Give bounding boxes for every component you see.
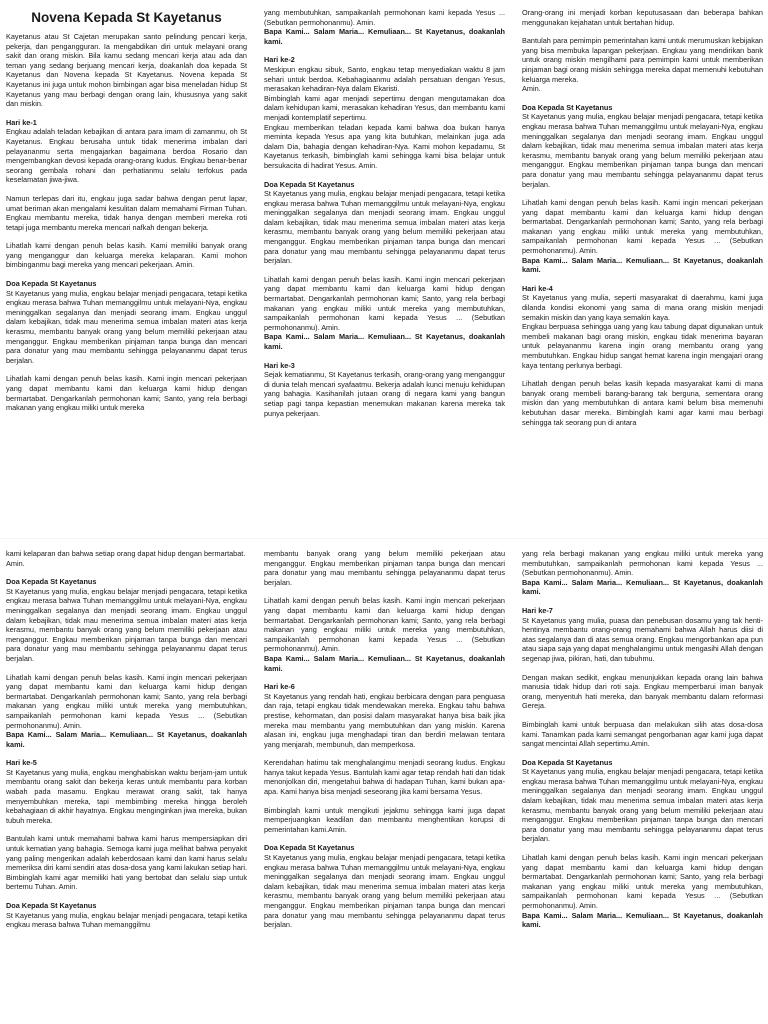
- paragraph: Kayetanus atau St Cajetan merupakan santo pelindung pencari kerja, pekerja, dan pengangguran. Ia mengabdikan diri untuk melayani orang sakit dan orang miskin. Bila kamu sedang mencari kerja atau ada dan teman yang sedang berjuang mencari kerja, doakanlah doa kepada St Kayetanus dan Novena kepada St Kayetanus. Novena kepada St Kayetanus ini juga untuk mohon bimbingan agar bisa meneladan hidup St Kayetanus yang mau berbagi dengan orang lain, khususnya yang sakit dan miskin.: [6, 32, 247, 109]
- text-block: [264, 806, 505, 835]
- paragraph: St Kayetanus yang mulia, puasa dan penebusan dosamu yang tak henti-hentinya membantu orang-orang memahami bahwa Allah harus diisi di atas segalanya dan di atas semua orang. Engkau mengorbankan apa pun atau siapa saja yang dapat menghalangimu untuk mengasihi Allah dengan segenap jiwa, pikiran, hati, dan tubuhmu.: [522, 615, 763, 663]
- paragraph: St Kayetanus yang mulia, engkau belajar menjadi pengacara, tetapi ketika engkau merasa bahwa Tuhan memanggilmu untuk melayani-Nya, engkau meninggalkan segalanya dan menjadi seorang imam. Engkau unggul dalam kebajikan, tidak mau menerima semua imbalan materi atas kerja kerasmu, membantu banyak orang yang belum memiliki pekerjaan atau menganggur. Engkau memberikan pinjaman tanpa bunga dan mencari para donatur yang mau membantu sehingga pelayananmu dapat terus berjalan.: [522, 112, 763, 189]
- text-block: [6, 279, 247, 365]
- text-block: [6, 901, 247, 930]
- section-heading: Hari ke-2: [264, 55, 295, 65]
- text-block: [264, 55, 505, 170]
- section-heading: Hari ke-4: [522, 283, 553, 293]
- closing-prayer-line: Bapa Kami... Salam Maria... Kemuliaan... St Kayetanus, doakanlah kami.: [6, 730, 247, 749]
- closing-prayer-line: Bapa Kami... Salam Maria... Kemuliaan... St Kayetanus, doakanlah kami.: [264, 653, 505, 673]
- text-block: [522, 853, 763, 930]
- page-1-column-1: [6, 0, 247, 535]
- page-1-column-3: [522, 0, 763, 535]
- text-block: [6, 549, 247, 568]
- paragraph: St Kayetanus yang mulia, engkau menghabiskan waktu berjam-jam untuk membantu orang sakit dan bekerja keras untuk membantu para korban wabah pada masamu. Engkau merawat orang sakit, tak hanya menyembuhkan mereka, tapi membimbing mereka hingga beroleh kebahagiaan di akhir hayatnya. Engkau menginginkan jiwa mereka, bukan tubuh mereka.: [6, 767, 247, 825]
- closing-prayer-line: Bapa Kami... Salam Maria... Kemuliaan... St Kayetanus, doakanlah kami.: [522, 577, 763, 597]
- text-block: [6, 241, 247, 270]
- paragraph: St Kayetanus yang mulia, engkau belajar menjadi pengacara, tetapi ketika engkau merasa bahwa Tuhan memanggilmu untuk melayani-Nya, engkau meninggalkan segalanya dan menjadi seorang imam. Engkau unggul dalam kebajikan, tidak mau menerima semua imbalan materi atas kerja kerasmu, membantu banyak orang yang belum memiliki pekerjaan atau menganggur. Engkau memberikan pinjaman tanpa bunga dan mencari para donatur yang mau membantu sehingga pelayananmu dapat terus berjalan.: [6, 586, 247, 663]
- section-heading: Doa Kepada St Kayetanus: [522, 102, 613, 112]
- text-block: [522, 720, 763, 749]
- paragraph: Lihatlah kami dengan penuh belas kasih. Kami ingin mencari pekerjaan yang dapat membantu kami dan keluarga kami hidup dengan bermartabat. Dengarkanlah permohonan kami; Santo, yang rela berbagi makanan yang engkau miliki untuk mereka yang membutuhkan, sampaikanlah permohonan kami kepada Yesus ... (Sebutkan permohonanmu). Amin.: [264, 274, 505, 332]
- paragraph: St Kayetanus yang mulia, engkau belajar menjadi pengacara, tetapi ketika engkau merasa bahwa Tuhan memanggilmu untuk melayani-Nya, engkau meninggalkan segalanya dan menjadi seorang imam. Engkau unggul dalam kebajikan, tidak mau menerima semua imbalan materi atas kerja kerasmu, membantu banyak orang yang belum memiliki pekerjaan atau menganggur. Engkau memberikan pinjaman tanpa bunga dan mencari para donatur yang mau membantu sehingga pelayananmu dapat terus berjalan.: [6, 288, 247, 365]
- page-2-column-1: [6, 545, 247, 1024]
- paragraph: St Kayetanus yang mulia, engkau belajar menjadi pengacara, tetapi ketika engkau merasa bahwa Tuhan memanggilmu untuk melayani-Nya, engkau meninggalkan segalanya dan menjadi seorang imam. Engkau unggul dalam kebajikan, tidak mau menerima semua imbalan materi atas kerja kerasmu, membantu banyak orang yang belum memiliki pekerjaan atau menganggur. Engkau memberikan pinjaman tanpa bunga dan mencari para donatur yang mau membantu sehingga pelayananmu dapat terus berjalan.: [264, 853, 505, 930]
- paragraph: Kerendahan hatimu tak menghalangimu menjadi seorang kudus. Engkau hanya takut kepada Yesus. Bantulah kami agar tetap rendah hati dan tidak menonjolkan diri, mengetahui bahwa di hadapan Tuhan, kami bukan apa-apa. Kami hanya bisa menjadi seseorang jika kami bersama Yesus.: [264, 758, 505, 797]
- text-block: [264, 758, 505, 796]
- text-block: [264, 596, 505, 673]
- paragraph: Engkau memberikan teladan kepada kami bahwa doa bukan hanya meminta kepada Yesus apa yang kita butuhkan, melainkan juga ada dalam Dia, bahagia dengan kehadiran-Nya. Kami mohon kepadamu, St Kayetanus terkasih, bimbinglah kami sehingga kami bisa belajar untuk bersukacita di hadirat Yesus. Amin.: [264, 122, 505, 170]
- text-block: [264, 361, 505, 419]
- text-block: [6, 673, 247, 750]
- text-block: [264, 682, 505, 749]
- paragraph: yang rela berbagi makanan yang engkau miliki untuk mereka yang membutuhkan, sampaikanlah permohonan kami kepada Yesus ... (Sebutkan permohonanmu). Amin.: [522, 549, 763, 578]
- section-heading: Hari ke-6: [264, 682, 295, 692]
- text-block: [522, 673, 763, 711]
- paragraph: Lihatlah kami dengan penuh belas kasih. Kami ingin mencari pekerjaan yang dapat membantu kami dan keluarga kami hidup dengan bermartabat. Dengarkanlah permohonan kami; Santo, yang rela berbagi makanan yang engkau miliki untuk mereka: [6, 374, 247, 413]
- paragraph: Lihatlah kami dengan penuh belas kasih. Kami ingin mencari pekerjaan yang dapat membantu kami dan keluarga kami hidup dengan bermartabat. Dengarkanlah permohonan kami; Santo, yang rela berbagi makanan yang engkau miliki untuk mereka yang membutuhkan, sampaikanlah permohonan kami kepada Yesus ... (Sebutkan permohonanmu). Amin.: [522, 198, 763, 256]
- paragraph: membantu banyak orang yang belum memiliki pekerjaan atau menganggur. Engkau memberikan pinjaman tanpa bunga dan mencari para donatur yang mau membantu sehingga pelayananmu dapat terus berjalan.: [264, 549, 505, 587]
- text-block: [522, 284, 763, 370]
- text-block: [6, 194, 247, 232]
- paragraph: Bimbinglah kami untuk mengikuti jejakmu sehingga kami juga dapat memperjuangkan keadilan dan membantu menghentikan korupsi di pemerintahan kami.Amin.: [264, 805, 505, 834]
- paragraph: Meskipun engkau sibuk, Santo, engkau tetap menyediakan waktu 8 jam sehari untuk berdoa. Kebahagiaanmu adalah persatuan dengan Yesus, merasakan kehadiran-Nya dalam Ekaristi.: [264, 64, 505, 94]
- section-heading: Hari ke-5: [6, 758, 37, 768]
- text-block: [6, 374, 247, 412]
- section-heading: Doa Kepada St Kayetanus: [6, 901, 97, 910]
- text-block: [6, 32, 247, 109]
- paragraph: Bimbinglah kami untuk berpuasa dan melakukan silih atas dosa-dosa kami. Tanamkan pada kami semangat pengorbanan agar kami juga dapat sangat mencintai Allah sepertimu.Amin.: [522, 719, 763, 749]
- paragraph: kami kelaparan dan bahwa setiap orang dapat hidup dengan bermartabat.: [6, 549, 246, 558]
- paragraph: St Kayetanus yang mulia, engkau belajar menjadi pengacara, tetapi ketika engkau merasa bahwa Tuhan memanggilmu untuk melayani-Nya, engkau meninggalkan segalanya dan menjadi seorang imam. Engkau unggul dalam kebajikan, tidak mau menerima semua imbalan materi atas kerja kerasmu, membantu banyak orang yang belum memiliki pekerjaan atau menganggur. Engkau memberikan pinjaman tanpa bunga dan mencari para donatur yang mau membantu sehingga pelayananmu dapat terus berjalan.: [264, 189, 505, 266]
- text-block: [522, 549, 763, 597]
- closing-prayer-line: Bapa Kami... Salam Maria... Kemuliaan... St Kayetanus, doakanlah kami.: [522, 910, 763, 930]
- text-block: [522, 606, 763, 664]
- text-block: [264, 843, 505, 929]
- section-heading: Hari ke-1: [6, 117, 37, 127]
- section-heading: Doa Kepada St Kayetanus: [522, 757, 613, 767]
- paragraph: Lihatlah dengan penuh belas kasih kepada masyarakat kami di mana banyak orang membeli barang-barang tak berguna, sementara orang miskin dan yang membutuhkan di antara kami belum bisa memenuhi kebutuhan dasar mereka. Bimbinglah kami agar kami mau berbagi sehingga tak seorang pun di antara: [522, 379, 763, 427]
- paragraph: Dengan makan sedikit, engkau menunjukkan kepada orang lain bahwa manusia tidak hidup dari roti saja. Engkau memperbarui iman banyak orang, menyentuh hati mereka, dan banyak membantu dalam reformasi Gereja.: [522, 672, 763, 711]
- paragraph: Namun terlepas dari itu, engkau juga sadar bahwa dengan perut lapar, umat beriman akan mengalami kesulitan dalam memahami Firman Tuhan. Engkau membantu mereka, tidak hanya dengan memberi mereka roti tetapi juga membantu mereka mencari nafkah dengan bekerja.: [6, 193, 247, 232]
- text-block: [522, 198, 763, 275]
- text-block: [6, 758, 247, 825]
- document-title: Novena Kepada St Kayetanus: [31, 10, 222, 25]
- closing-prayer-line: Bapa Kami... Salam Maria... Kemuliaan... St Kayetanus, doakanlah kami.: [264, 27, 505, 46]
- closing-prayer-line: Bapa Kami... Salam Maria... Kemuliaan... St Kayetanus, doakanlah kami.: [522, 255, 763, 275]
- page-divider: [0, 538, 768, 539]
- paragraph: St Kayetanus yang mulia, seperti masyarakat di daerahmu, kami juga dilanda kondisi ekonomi yang sama di mana orang miskin menjadi semakin miskin dan yang kaya semakin kaya.: [522, 293, 763, 322]
- section-heading: Doa Kepada St Kayetanus: [264, 179, 355, 189]
- paragraph: Bantulah kami untuk memahami bahwa kami harus mempersiapkan diri untuk kematian yang bahagia. Semoga kami juga melihat bahwa penyakit yang paling mengerikan adalah keberdosaan kami dan kami harus selalu memeriksa diri kami sendiri atas dosa-dosa yang kami lakukan setiap hari. Bimbinglah kami agar memiliki hati yang bertobat dan selalu siap untuk bertemu Tuhan. Amin.: [6, 834, 247, 892]
- text-block: [264, 549, 505, 587]
- paragraph: Lihatlah kami dengan penuh belas kasih. Kami memiliki banyak orang yang menganggur dan keluarga mereka kelaparan. Kami mohon bimbinganmu bagi mereka yang mencari pekerjaan. Amin.: [6, 241, 247, 270]
- paragraph: Orang-orang ini menjadi korban keputusasaan dan beberapa bahkan menggunakan kejahatan untuk bertahan hidup.: [522, 8, 763, 27]
- paragraph: Bimbinglah kami agar menjadi sepertimu dengan mengutamakan doa dalam kehidupan kami, merasakan kehadiran Yesus, dan membantu kami menjadi kontemplatif sepertimu.: [264, 93, 505, 122]
- paragraph: Lihatlah kami dengan penuh belas kasih. Kami ingin mencari pekerjaan yang dapat membantu kami dan keluarga kami hidup dengan bermartabat. Dengarkanlah permohonan kami; Santo, yang rela berbagi makanan yang engkau miliki untuk mereka yang membutuhkan, sampaikanlah permohonan kami kepada Yesus ... (Sebutkan permohonanmu). Amin.: [6, 672, 247, 730]
- text-block: [264, 275, 505, 352]
- paragraph: St Kayetanus yang mulia, engkau belajar menjadi pengacara, tetapi ketika engkau merasa bahwa Tuhan memanggilmu: [6, 910, 247, 930]
- page-2: [0, 545, 768, 1024]
- text-block: [6, 834, 247, 892]
- text-block: [264, 180, 505, 266]
- text-block: [264, 8, 505, 46]
- paragraph: Engkau adalah teladan kebajikan di antara para imam di zamanmu, oh St Kayetanus. Engkau berusaha untuk tidak menerima imbalan dari pelayananmu serta mengajarkan bagaimana berdoa Rosario dan mengembangkan devosi kepada orang-orang kudus. Engkau benar-benar seorang gembala rohani dan perhatianmu selalu terfokus pada keselamatan jiwa-jiwa.: [6, 127, 247, 185]
- paragraph: Sejak kematianmu, St Kayetanus terkasih, orang-orang yang menganggur di dunia telah mencari syafaatmu. Bekerja adalah kunci menuju kehidupan yang bahagia. Kasihanilah jutaan orang di negara kami yang bangun setiap pagi tanpa kepastian menemukan makanan karena mereka tak punya pekerjaan.: [264, 370, 505, 418]
- text-block: [522, 36, 763, 94]
- text-block: [522, 379, 763, 427]
- text-block: [522, 103, 763, 189]
- page-1-column-2: [264, 0, 505, 535]
- text-block: [6, 118, 247, 185]
- section-heading: Doa Kepada St Kayetanus: [264, 843, 355, 853]
- page-2-column-3: [522, 545, 763, 1024]
- page-2-column-2: [264, 545, 505, 1024]
- paragraph: Amin.: [6, 558, 25, 568]
- paragraph: St Kayetanus yang rendah hati, engkau berbicara dengan para penguasa dan raja, tetapi engkau tidak mendewakan mereka. Engkau tahu bahwa prestise, kehormatan, dan posisi dalam masyarakat hanya bisa baik jika mereka mau membantu yang membutuhkan dan yang miskin. Karena alasan ini, engkau juga menghadapi tiran dan berdiri melawan tentara yang menjarah, membunuh, dan memperkosa.: [264, 691, 505, 749]
- paragraph: Bantulah para pemimpin pemerintahan kami untuk merumuskan kebijakan yang bisa membuka lapangan pekerjaan. Engkau yang mendirikan bank untuk orang miskin mengilhami para pemimpin kami untuk memberikan pinjaman bagi orang miskin sehingga mereka dapat memenuhi kebutuhan keluarga mereka.: [522, 36, 763, 84]
- section-heading: Doa Kepada St Kayetanus: [6, 577, 97, 587]
- section-heading: Hari ke-3: [264, 360, 295, 370]
- closing-prayer-line: Bapa Kami... Salam Maria... Kemuliaan... St Kayetanus, doakanlah kami.: [264, 332, 505, 351]
- paragraph: yang membutuhkan, sampaikanlah permohonan kami kepada Yesus ... (Sebutkan permohonanmu). Amin.: [264, 8, 505, 27]
- section-heading: Hari ke-7: [522, 605, 553, 615]
- paragraph: Lihatlah kami dengan penuh belas kasih. Kami ingin mencari pekerjaan yang dapat membantu kami dan keluarga kami hidup dengan bermartabat. Dengarkanlah permohonan kami; Santo, yang rela berbagi makanan yang engkau miliki untuk mereka yang membutuhkan, sampaikanlah permohonan kami kepada Yesus ... (Sebutkan permohonanmu). Amin.: [264, 596, 505, 654]
- text-block: [6, 577, 247, 663]
- text-block: [522, 758, 763, 844]
- paragraph: Engkau berpuasa sehingga uang yang kau tabung dapat digunakan untuk membeli makanan bagi orang miskin, engkau tidak menerima bayaran untuk pelayananmu karena ingin orang membantu orang yang membutuhkan. Engkau hidup sangat hemat karena ingin mengajari orang kaya tentang perlunya berbagi.: [522, 322, 763, 370]
- paragraph: Amin.: [522, 84, 541, 94]
- section-heading: Doa Kepada St Kayetanus: [6, 279, 97, 289]
- text-block: [522, 8, 763, 27]
- paragraph: St Kayetanus yang mulia, engkau belajar menjadi pengacara, tetapi ketika engkau merasa bahwa Tuhan memanggilmu untuk melayani-Nya, engkau meninggalkan segalanya dan menjadi seorang imam. Engkau unggul dalam kebajikan, tidak mau menerima semua imbalan materi atas kerja kerasmu, membantu banyak orang yang belum memiliki pekerjaan atau menganggur. Engkau memberikan pinjaman tanpa bunga dan mencari para donatur yang mau membantu sehingga pelayananmu dapat terus berjalan.: [522, 767, 763, 844]
- paragraph: Lihatlah kami dengan penuh belas kasih. Kami ingin mencari pekerjaan yang dapat membantu kami dan keluarga kami hidup dengan bermartabat. Dengarkanlah permohonan kami; Santo, yang rela berbagi makanan yang engkau miliki untuk mereka yang membutuhkan, sampaikanlah permohonan kami kepada Yesus ... (Sebutkan permohonanmu). Amin.: [522, 853, 763, 910]
